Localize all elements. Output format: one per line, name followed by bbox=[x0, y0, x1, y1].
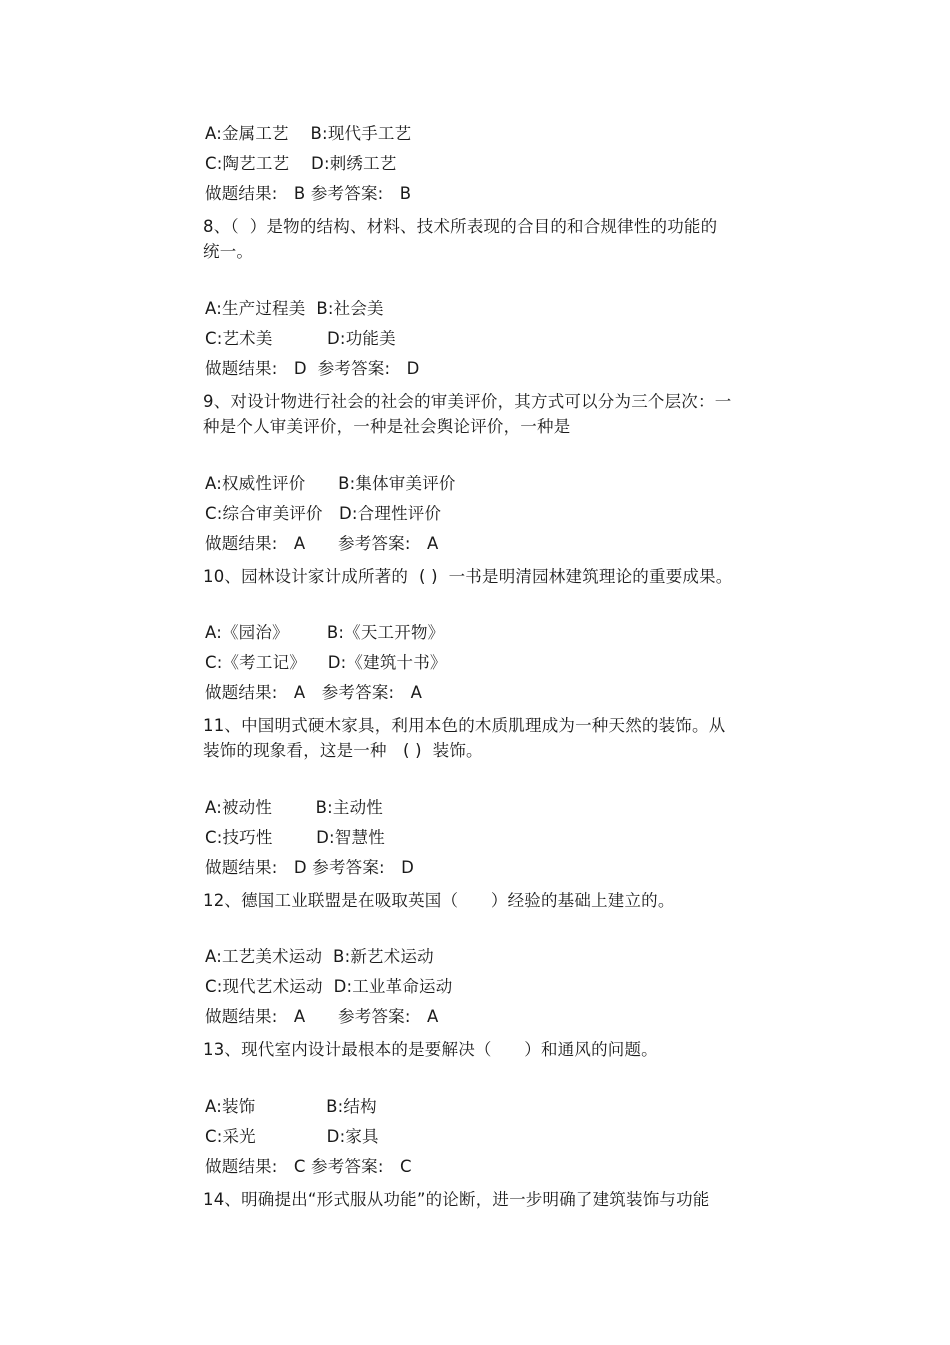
q8-question-line1: 8、（ ）是物的结构、材料、技术所表现的合目的和合规律性的功能的 bbox=[203, 217, 718, 236]
q14-question-line1: 14、明确提出“形式服从功能”的论断，进一步明确了建筑装饰与功能 bbox=[203, 1190, 710, 1209]
q10-options-row1: A:《园治》 B:《天工开物》 bbox=[205, 623, 445, 642]
q13-options-row1: A:装饰 B:结构 bbox=[205, 1097, 377, 1116]
q13-options-row2: C:采光 D:家具 bbox=[205, 1127, 379, 1146]
q9-question-line1: 9、对设计物进行社会的社会的审美评价，其方式可以分为三个层次：一 bbox=[203, 392, 732, 411]
q9-options-row1: A:权威性评价 B:集体审美评价 bbox=[205, 474, 456, 493]
q12-question-line1: 12、德国工业联盟是在吸取英国（ ）经验的基础上建立的。 bbox=[203, 891, 675, 910]
q11-result: 做题结果: D 参考答案: D bbox=[205, 858, 415, 877]
q7-options-row1: A:金属工艺 B:现代手工艺 bbox=[205, 124, 412, 143]
q8-result: 做题结果: D 参考答案: D bbox=[205, 359, 420, 378]
q10-options-row2: C:《考工记》 D:《建筑十书》 bbox=[205, 653, 447, 672]
q13-question-line1: 13、现代室内设计最根本的是要解决（ ）和通风的问题。 bbox=[203, 1040, 658, 1059]
q12-options-row2: C:现代艺术运动 D:工业革命运动 bbox=[205, 977, 453, 996]
q7-result: 做题结果: B 参考答案: B bbox=[205, 184, 412, 203]
q8-options-row2: C:艺术美 D:功能美 bbox=[205, 329, 396, 348]
q11-question-line1: 11、中国明式硬木家具，利用本色的木质肌理成为一种天然的装饰。从 bbox=[203, 716, 726, 735]
q13-result: 做题结果: C 参考答案: C bbox=[205, 1157, 412, 1176]
q9-result: 做题结果: A 参考答案: A bbox=[205, 534, 439, 553]
q12-result: 做题结果: A 参考答案: A bbox=[205, 1007, 439, 1026]
q11-options-row2: C:技巧性 D:智慧性 bbox=[205, 828, 385, 847]
q10-result: 做题结果: A 参考答案: A bbox=[205, 683, 423, 702]
q9-question-line2: 种是个人审美评价，一种是社会舆论评价，一种是 bbox=[203, 417, 571, 436]
q8-question-line2: 统一。 bbox=[203, 242, 254, 261]
q12-options-row1: A:工艺美术运动 B:新艺术运动 bbox=[205, 947, 434, 966]
q10-question-line1: 10、园林设计家计成所著的 ( ) 一书是明清园林建筑理论的重要成果。 bbox=[203, 567, 733, 586]
q11-options-row1: A:被动性 B:主动性 bbox=[205, 798, 383, 817]
q9-options-row2: C:综合审美评价 D:合理性评价 bbox=[205, 504, 442, 523]
q11-question-line2: 装饰的现象看，这是一种 ( ) 装饰。 bbox=[203, 741, 483, 760]
q7-options-row2: C:陶艺工艺 D:刺绣工艺 bbox=[205, 154, 397, 173]
q8-options-row1: A:生产过程美 B:社会美 bbox=[205, 299, 384, 318]
